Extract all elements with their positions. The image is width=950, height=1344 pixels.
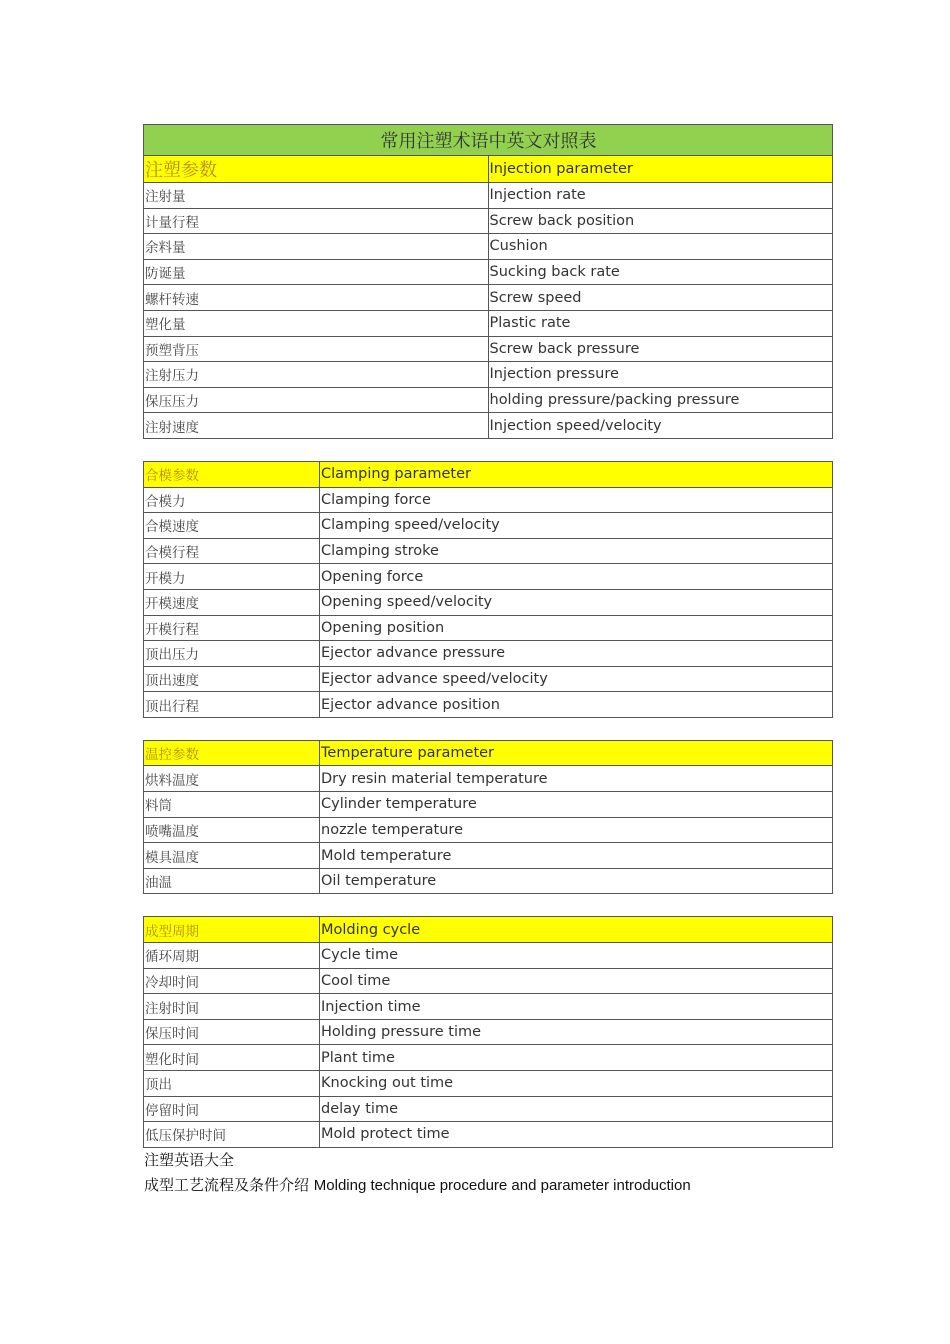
term-zh: 烘料温度 [144,766,320,792]
title-row [144,125,833,156]
term-zh: 预塑背压 [144,336,489,362]
term-en: Injection rate [488,183,833,209]
table-row [144,336,833,362]
section-header-en: Temperature parameter [320,740,833,766]
term-zh: 喷嘴温度 [144,817,320,843]
table-row [144,666,833,692]
table-row [144,259,833,285]
section-header-row [144,461,833,487]
glossary-table-2 [143,740,833,895]
table-row [144,208,833,234]
table-row [144,968,833,994]
glossary-tables [143,124,833,1148]
term-en: Mold temperature [320,843,833,869]
term-zh: 开模力 [144,564,320,590]
term-en: Oil temperature [320,868,833,894]
term-en: Plant time [320,1045,833,1071]
footer-line-1: 注塑英语大全 [144,1150,235,1169]
table-row [144,766,833,792]
term-en: Knocking out time [320,1071,833,1097]
term-zh: 合模速度 [144,513,320,539]
term-zh: 合模行程 [144,538,320,564]
term-en: Screw back pressure [488,336,833,362]
table-row [144,792,833,818]
glossary-table-1 [143,461,833,718]
term-zh: 注射速度 [144,413,489,439]
term-en: Clamping speed/velocity [320,513,833,539]
term-zh: 保压时间 [144,1019,320,1045]
table-row [144,868,833,894]
glossary-table-0 [143,124,833,439]
term-en: nozzle temperature [320,817,833,843]
term-zh: 开模速度 [144,589,320,615]
term-en: Clamping stroke [320,538,833,564]
term-en: Screw speed [488,285,833,311]
section-header-zh: 成型周期 [144,917,320,943]
table-row [144,943,833,969]
document-body [143,124,833,1198]
section-header-row [144,917,833,943]
term-zh: 油温 [144,868,320,894]
term-en: Ejector advance speed/velocity [320,666,833,692]
section-header-row [144,740,833,766]
term-zh: 塑化时间 [144,1045,320,1071]
term-zh: 注射量 [144,183,489,209]
table-row [144,615,833,641]
section-header-zh: 合模参数 [144,461,320,487]
table-row [144,513,833,539]
term-en: Mold protect time [320,1122,833,1148]
section-header-zh: 注塑参数 [144,156,489,183]
section-header-en: Molding cycle [320,917,833,943]
term-en: Cylinder temperature [320,792,833,818]
table-row [144,641,833,667]
term-zh: 防诞量 [144,259,489,285]
term-zh: 注射时间 [144,994,320,1020]
term-en: Injection time [320,994,833,1020]
term-en: Plastic rate [488,310,833,336]
term-zh: 注射压力 [144,362,489,388]
footer-line-2-zh: 成型工艺流程及条件介绍 [144,1175,310,1194]
term-en: Screw back position [488,208,833,234]
term-en: Cycle time [320,943,833,969]
table-row [144,817,833,843]
term-en: Opening position [320,615,833,641]
term-en: Holding pressure time [320,1019,833,1045]
table-row [144,183,833,209]
term-zh: 开模行程 [144,615,320,641]
term-en: holding pressure/packing pressure [488,387,833,413]
term-en: Opening force [320,564,833,590]
term-zh: 塑化量 [144,310,489,336]
term-en: Dry resin material temperature [320,766,833,792]
footer-line-2-en: Molding technique procedure and parameter introduction [313,1176,691,1194]
term-en: Injection pressure [488,362,833,388]
table-row [144,1019,833,1045]
term-zh: 低压保护时间 [144,1122,320,1148]
footer-line-2 [144,1173,833,1198]
section-header-zh: 温控参数 [144,740,320,766]
term-zh: 余料量 [144,234,489,260]
term-en: Injection speed/velocity [488,413,833,439]
table-row [144,387,833,413]
table-row [144,564,833,590]
table-row [144,413,833,439]
term-zh: 顶出速度 [144,666,320,692]
term-zh: 停留时间 [144,1096,320,1122]
table-row [144,843,833,869]
term-zh: 保压压力 [144,387,489,413]
table-row [144,487,833,513]
term-zh: 模具温度 [144,843,320,869]
table-row [144,994,833,1020]
table-row [144,538,833,564]
table-row [144,234,833,260]
table-row [144,285,833,311]
section-gap [143,718,833,740]
term-zh: 计量行程 [144,208,489,234]
term-zh: 循环周期 [144,943,320,969]
table-row [144,692,833,718]
table-row [144,1122,833,1148]
section-gap [143,439,833,461]
term-en: Ejector advance pressure [320,641,833,667]
table-row [144,362,833,388]
table-row [144,1071,833,1097]
term-en: Cool time [320,968,833,994]
term-en: Cushion [488,234,833,260]
term-zh: 螺杆转速 [144,285,489,311]
term-zh: 顶出压力 [144,641,320,667]
section-gap [143,894,833,916]
term-en: Sucking back rate [488,259,833,285]
term-en: Opening speed/velocity [320,589,833,615]
term-en: Clamping force [320,487,833,513]
term-en: Ejector advance position [320,692,833,718]
section-header-en: Clamping parameter [320,461,833,487]
table-row [144,589,833,615]
section-header-row [144,156,833,183]
page-title: 常用注塑术语中英文对照表 [144,125,833,156]
term-zh: 合模力 [144,487,320,513]
term-zh: 顶出 [144,1071,320,1097]
glossary-table-3 [143,916,833,1147]
term-en: delay time [320,1096,833,1122]
footer-text [143,1148,833,1198]
term-zh: 顶出行程 [144,692,320,718]
table-row [144,310,833,336]
table-row [144,1045,833,1071]
table-row [144,1096,833,1122]
term-zh: 冷却时间 [144,968,320,994]
section-header-en: Injection parameter [488,156,833,183]
term-zh: 料筒 [144,792,320,818]
